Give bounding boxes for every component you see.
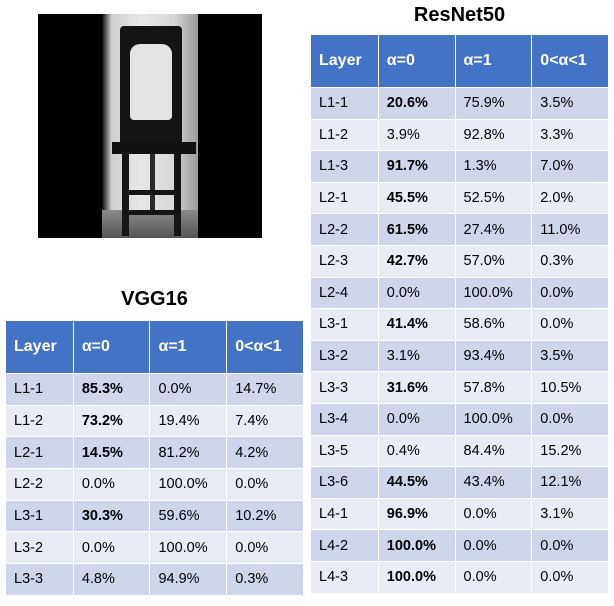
layer-cell: L3-6 [311,467,379,499]
layer-cell: L3-2 [311,340,379,372]
alpha-1-cell: 0.0% [150,374,227,406]
column-header-alpha-0: α=0 [378,35,455,88]
table-row [311,561,609,593]
alpha-1-cell: 100.0% [150,532,227,564]
table-row [311,88,609,120]
column-header-alpha-1: α=1 [455,35,532,88]
alpha-mid-cell: 0.0% [532,277,609,309]
alpha-mid-cell: 3.1% [532,498,609,530]
table-row [311,467,609,499]
alpha-mid-cell: 0.0% [227,469,304,501]
column-header-layer: Layer [311,35,379,88]
table-row [311,151,609,183]
table-row [311,309,609,341]
alpha-0-cell: 0.4% [378,435,455,467]
vgg-table [5,320,304,596]
alpha-mid-cell: 0.0% [532,561,609,593]
chair-leg [150,154,155,214]
layer-cell: L3-5 [311,435,379,467]
table-row [6,374,304,406]
table-row [311,277,609,309]
alpha-0-cell: 30.3% [73,500,150,532]
alpha-mid-cell: 2.0% [532,182,609,214]
header-row [311,35,609,88]
alpha-0-cell: 91.7% [378,151,455,183]
alpha-mid-cell: 0.0% [532,309,609,341]
header-row [6,321,304,374]
alpha-0-cell: 42.7% [378,245,455,277]
alpha-mid-cell: 0.0% [532,403,609,435]
layer-cell: L3-1 [311,309,379,341]
alpha-0-cell: 100.0% [378,530,455,562]
alpha-0-cell: 0.0% [73,469,150,501]
table-row [311,182,609,214]
vgg-title: VGG16 [121,288,188,310]
column-header-layer: Layer [6,321,74,374]
column-header-alpha-1: α=1 [150,321,227,374]
table-row [311,245,609,277]
alpha-0-cell: 96.9% [378,498,455,530]
alpha-mid-cell: 0.0% [227,532,304,564]
alpha-0-cell: 0.0% [378,277,455,309]
layer-cell: L3-4 [311,403,379,435]
table-row [311,498,609,530]
alpha-0-cell: 41.4% [378,309,455,341]
layer-cell: L4-1 [311,498,379,530]
layer-cell: L2-2 [311,214,379,246]
alpha-0-cell: 45.5% [378,182,455,214]
alpha-0-cell: 3.1% [378,340,455,372]
alpha-mid-cell: 0.3% [532,245,609,277]
alpha-mid-cell: 10.2% [227,500,304,532]
table-row [311,372,609,404]
alpha-0-cell: 100.0% [378,561,455,593]
chair-rung [122,210,180,215]
alpha-1-cell: 100.0% [150,469,227,501]
alpha-1-cell: 0.0% [455,561,532,593]
alpha-1-cell: 81.2% [150,437,227,469]
layer-cell: L1-2 [6,405,74,437]
column-header-alpha-mid: 0<α<1 [532,35,609,88]
alpha-mid-cell: 14.7% [227,374,304,406]
alpha-mid-cell: 3.3% [532,119,609,151]
chair-rung [122,190,180,195]
layer-cell: L3-2 [6,532,74,564]
alpha-1-cell: 0.0% [455,498,532,530]
alpha-mid-cell: 11.0% [532,214,609,246]
alpha-1-cell: 52.5% [455,182,532,214]
table-row [6,469,304,501]
chair-back [120,26,182,148]
alpha-mid-cell: 0.0% [532,530,609,562]
layer-cell: L2-1 [6,437,74,469]
layer-cell: L1-3 [311,151,379,183]
alpha-mid-cell: 12.1% [532,467,609,499]
table-row [6,532,304,564]
alpha-0-cell: 31.6% [378,372,455,404]
alpha-1-cell: 57.0% [455,245,532,277]
alpha-0-cell: 85.3% [73,374,150,406]
column-header-alpha-0: α=0 [73,321,150,374]
alpha-1-cell: 57.8% [455,372,532,404]
alpha-1-cell: 75.9% [455,88,532,120]
alpha-mid-cell: 7.4% [227,405,304,437]
alpha-mid-cell: 3.5% [532,88,609,120]
layer-cell: L2-3 [311,245,379,277]
alpha-1-cell: 19.4% [150,405,227,437]
alpha-0-cell: 14.5% [73,437,150,469]
table-row [311,119,609,151]
alpha-1-cell: 58.6% [455,309,532,341]
layer-cell: L2-1 [311,182,379,214]
alpha-0-cell: 0.0% [378,403,455,435]
alpha-1-cell: 27.4% [455,214,532,246]
table-row [311,340,609,372]
layer-cell: L1-1 [6,374,74,406]
alpha-0-cell: 0.0% [73,532,150,564]
table-row [6,564,304,596]
layer-cell: L1-1 [311,88,379,120]
resnet-title: ResNet50 [413,4,506,26]
layer-cell: L3-1 [6,500,74,532]
table-row [311,403,609,435]
layer-cell: L1-2 [311,119,379,151]
alpha-1-cell: 100.0% [455,277,532,309]
layer-cell: L2-4 [311,277,379,309]
table-row [311,214,609,246]
table-row [6,437,304,469]
column-header-alpha-mid: 0<α<1 [227,321,304,374]
alpha-mid-cell: 4.2% [227,437,304,469]
alpha-1-cell: 93.4% [455,340,532,372]
alpha-1-cell: 43.4% [455,467,532,499]
alpha-mid-cell: 15.2% [532,435,609,467]
alpha-1-cell: 94.9% [150,564,227,596]
alpha-1-cell: 59.6% [150,500,227,532]
alpha-mid-cell: 0.3% [227,564,304,596]
layer-cell: L3-3 [6,564,74,596]
resnet-table [310,34,609,594]
alpha-1-cell: 100.0% [455,403,532,435]
layer-cell: L3-3 [311,372,379,404]
layer-cell: L2-2 [6,469,74,501]
table-row [311,530,609,562]
layer-cell: L4-2 [311,530,379,562]
alpha-mid-cell: 7.0% [532,151,609,183]
alpha-1-cell: 92.8% [455,119,532,151]
chair-photo [38,14,262,238]
table-row [311,435,609,467]
alpha-0-cell: 4.8% [73,564,150,596]
alpha-mid-cell: 10.5% [532,372,609,404]
layer-cell: L4-3 [311,561,379,593]
alpha-0-cell: 73.2% [73,405,150,437]
table-row [6,405,304,437]
alpha-mid-cell: 3.5% [532,340,609,372]
alpha-0-cell: 3.9% [378,119,455,151]
alpha-0-cell: 20.6% [378,88,455,120]
alpha-1-cell: 1.3% [455,151,532,183]
table-row [6,500,304,532]
alpha-0-cell: 44.5% [378,467,455,499]
alpha-1-cell: 84.4% [455,435,532,467]
alpha-0-cell: 61.5% [378,214,455,246]
alpha-1-cell: 0.0% [455,530,532,562]
